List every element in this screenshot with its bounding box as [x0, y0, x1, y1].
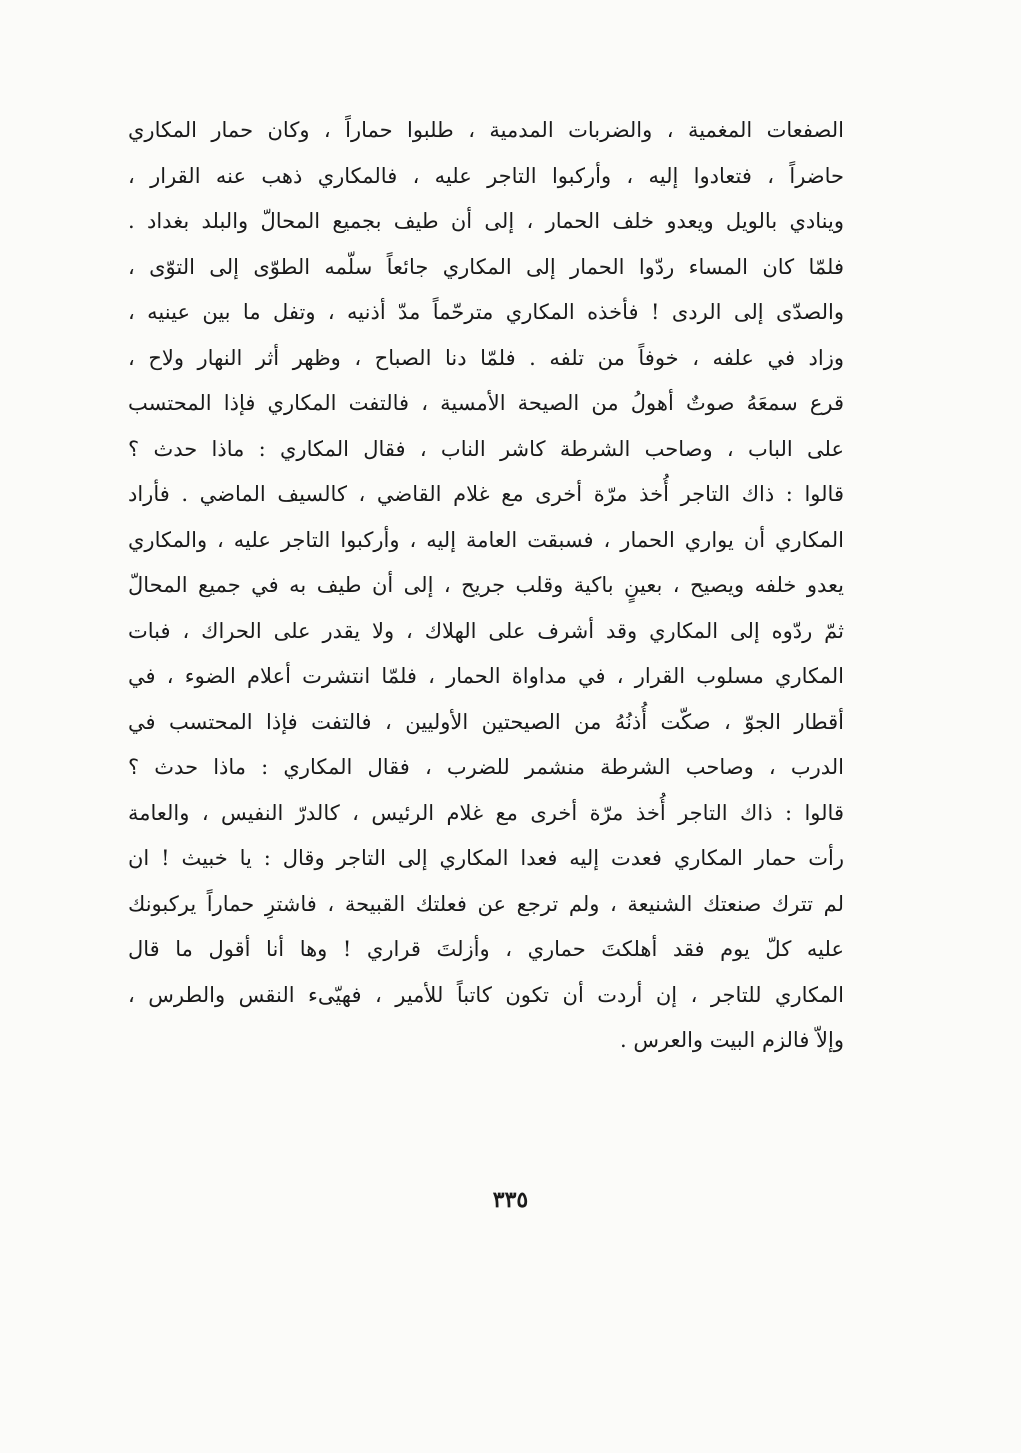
text-line: المكاري مسلوب القرار ، في مداواة الحمار ، فلمّا انتشرت أعلام الضوء ، في — [128, 664, 844, 688]
text-line-last: وإلاّ فالزم البيت والعرس . — [619, 1028, 844, 1052]
text-line: المكاري أن يواري الحمار ، فسبقت العامة إليه ، وأركبوا التاجر عليه ، والمكاري — [128, 527, 844, 552]
text-line: الدرب ، وصاحب الشرطة منشمر للضرب ، فقال المكاري : ماذا حدث ؟ — [128, 755, 844, 779]
text-line: رأت حمار المكاري فعدت إليه فعدا المكاري إلى التاجر وقال : يا خبيث ! ان — [128, 846, 844, 870]
text-line: وزاد في علفه ، خوفاً من تلفه . فلمّا دنا الصباح ، وظهر أثر النهار ولاح ، — [128, 345, 844, 370]
text-line: قرع سمعَهُ صوتٌ أهولُ من الصيحة الأمسية ، فالتفت المكاري فإذا المحتسب — [128, 391, 844, 415]
text-line: فلمّا كان المساء ردّوا الحمار إلى المكاري جائعاً سلّمه الطوّى إلى التوّى ، — [128, 254, 844, 279]
text-line: وينادي بالويل ويعدو خلف الحمار ، إلى أن طيف بجميع المحالّ والبلد بغداد . — [128, 209, 844, 233]
text-line: يعدو خلفه ويصيح ، بعينٍ باكية وقلب جريح ، إلى أن طيف به في جميع المحالّ — [128, 573, 844, 597]
text-line: المكاري للتاجر ، إن أردت أن تكون كاتباً للأمير ، فهيّىء النقس والطرس ، — [128, 982, 844, 1007]
body-text — [128, 108, 844, 1064]
text-line: عليه كلّ يوم فقد أهلكتَ حماري ، وأزلتَ قراري ! وها أنا أقول ما قال — [128, 937, 844, 961]
text-line: لم تترك صنعتك الشنيعة ، ولم ترجع عن فعلتك القبيحة ، فاشترِ حماراً يركبونك — [128, 891, 844, 916]
page-number: ٣٣٥ — [492, 1187, 529, 1213]
text-line: الصفعات المغمية ، والضربات المدمية ، طلبوا حماراً ، وكان حمار المكاري — [128, 118, 844, 142]
text-line: ثمّ ردّوه إلى المكاري وقد أشرف على الهلاك ، ولا يقدر على الحراك ، فبات — [128, 618, 844, 643]
text-line: حاضراً ، فتعادوا إليه ، وأركبوا التاجر عليه ، فالمكاري ذهب عنه القرار ، — [128, 163, 844, 188]
text-line: قالوا : ذاك التاجر أُخذ مرّة أخرى مع غلام الرئيس ، كالدرّ النفيس ، والعامة — [128, 800, 844, 825]
text-line: والصدّى إلى الردى ! فأخذه المكاري مترحّماً مدّ أذنيه ، وتفل ما بين عينيه ، — [128, 300, 844, 324]
text-line: قالوا : ذاك التاجر أُخذ مرّة أخرى مع غلام القاضي ، كالسيف الماضي . فأراد — [128, 482, 844, 506]
text-line: أقطار الجوّ ، صكّت أُذنُهُ من الصيحتين الأوليين ، فالتفت فإذا المحتسب في — [128, 709, 844, 734]
text-line: على الباب ، وصاحب الشرطة كاشر الناب ، فقال المكاري : ماذا حدث ؟ — [128, 436, 844, 461]
